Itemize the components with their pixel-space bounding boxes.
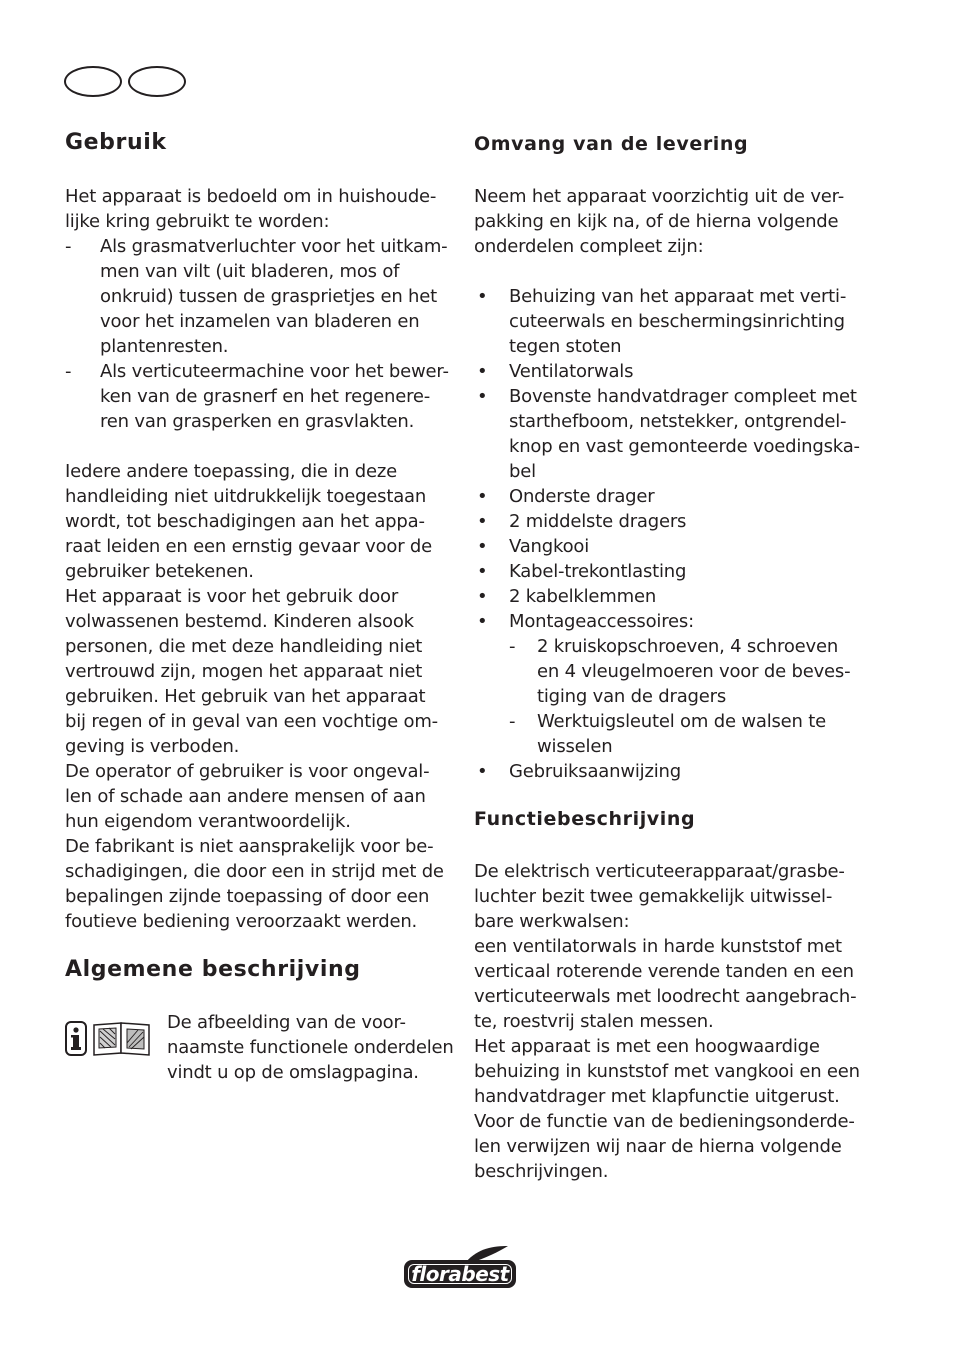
bullet-marker: • [477,286,488,307]
functie-heading: Functiebeschrijving [474,808,696,830]
bullet-marker: • [477,761,488,782]
bullet-marker: • [477,386,488,407]
bullet-marker: • [477,511,488,532]
levering-intro: Neem het apparaat voorzichtig uit de ver- pakking en kijk na, of de hierna volgende onderdelen compleet zijn: [474,186,845,257]
levering-item: Bovenste handvatdrager compleet met starthefboom, netstekker, ontgrendel- knop en vast gemonteerde voedingska- bel [509,386,860,482]
bullet-marker: • [477,536,488,557]
gebruik-heading: Gebruik [65,130,167,155]
levering-sub-item: Werktuigsleutel om de walsen te wisselen [537,711,827,757]
dash-marker: - [509,711,516,732]
levering-item: Kabel-trekontlasting [509,561,687,582]
gebruik-body: Iedere andere toepassing, die in deze handleiding niet uitdrukkelijk toegestaan wordt, tot beschadigingen aan het appa- raat leiden en een ernstig gevaar voor de gebruiker betekenen. Het apparaat is voor het gebruik door volwassenen bestemd. Kinderen alsook personen, die met deze handleiding niet vertrouwd zijn, mogen het apparaat niet gebruiken. Het gebruik van het apparaat bij regen of in geval van een vochtige om- geving is verboden. De operator of gebruiker is voor ongeval- len of schade aan andere mensen of aan hun eigendom verantwoordelijk. De fabrikant is niet aansprakelijk voor be- schadigingen, die door een in strijd met de bepalingen zijnde toepassing of door een foutieve bediening veroorzaakt werden. [65,461,444,932]
levering-item: Ventilatorwals [509,361,634,382]
levering-heading: Omvang van de levering [474,133,749,155]
bullet-marker: • [477,586,488,607]
levering-item: Montageaccessoires: [509,611,694,632]
use-item: Als verticuteermachine voor het bewer- ken van de grasnerf en het regenere- ren van grasperken en grasvlakten. [100,361,449,432]
language-oval-right [128,66,186,97]
algemene-info-text: De afbeelding van de voor- naamste functionele onderdelen vindt u op de omslagpagina. [167,1012,454,1083]
bullet-marker: • [477,561,488,582]
levering-item: Onderste drager [509,486,655,507]
florabest-logo [404,1244,520,1292]
dash-marker: - [65,236,72,257]
levering-sub-item: 2 kruiskopschroeven, 4 schroeven en 4 vleugelmoeren voor de beves- tiging van de dragers [537,636,851,707]
levering-item: 2 middelste dragers [509,511,687,532]
algemene-heading: Algemene beschrijving [65,957,361,982]
logo-wordmark: florabest [404,1260,516,1288]
dash-marker: - [65,361,72,382]
levering-item: Gebruiksaanwijzing [509,761,681,782]
gebruik-intro: Het apparaat is bedoeld om in huishoude- lijke kring gebruikt te worden: [65,186,437,232]
levering-item: Vangkooi [509,536,589,557]
language-oval-left [64,66,122,97]
bullet-marker: • [477,361,488,382]
dash-marker: - [509,636,516,657]
use-item: Als grasmatverluchter voor het uitkam- men van vilt (uit bladeren, mos of onkruid) tussen de grasprietjes en het voor het inzamelen van bladeren en plantenresten. [100,236,448,357]
bullet-marker: • [477,611,488,632]
functie-body: De elektrisch verticuteerapparaat/grasbe- luchter bezit twee gemakkelijk uitwissel- bare werkwalsen: een ventilatorwals in harde kunststof met verticaal roterende verende tanden en een verticuteerwals met loodrecht aangebrach- te, roestvrij stalen messen. Het apparaat is met een hoogwaardige behuizing in kunststof met vangkooi en een handvatdrager met klapfunctie uitgerust. Voor de functie van de bedieningsonderde- len verwijzen wij naar de hierna volgende beschrijvingen. [474,861,860,1182]
levering-item: 2 kabelklemmen [509,586,657,607]
bullet-marker: • [477,486,488,507]
levering-item: Behuizing van het apparaat met verti- cuteerwals en beschermingsinrichting tegen stoten [509,286,847,357]
